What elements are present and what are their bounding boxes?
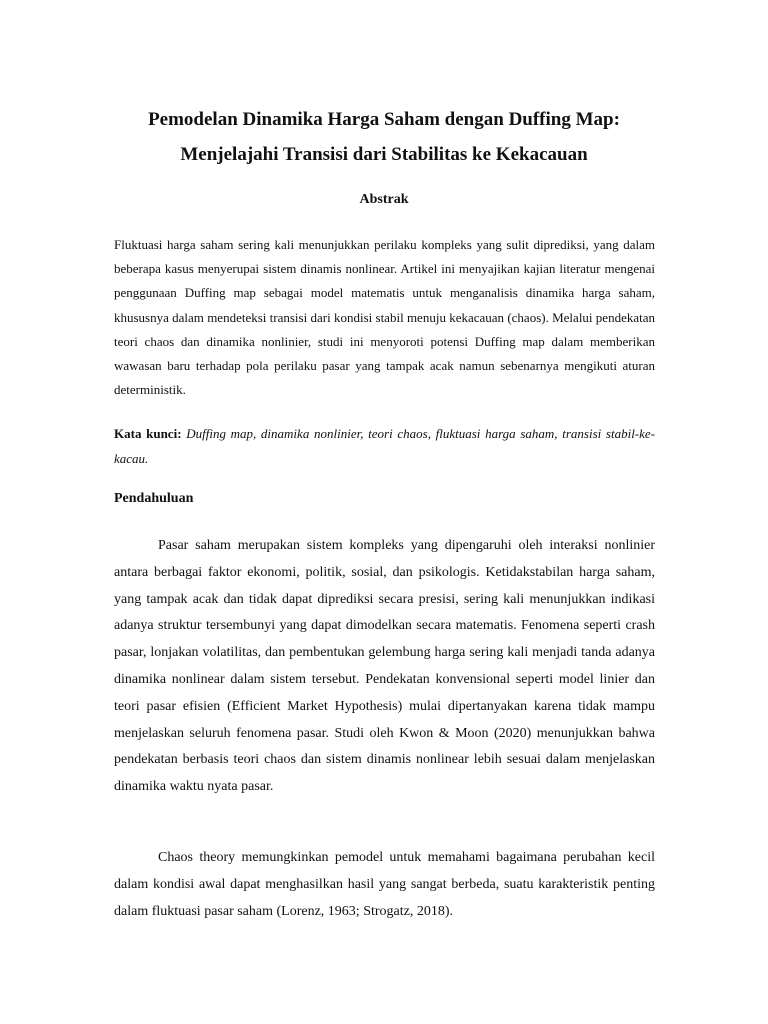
abstract-heading: Abstrak — [359, 192, 409, 207]
body-paragraph-1: Pasar saham merupakan sistem kompleks yang dipengaruhi oleh interaksi nonlinier antara berbagai faktor ekonomi, politik, sosial, dan psikologis. Ketidakstabilan harga saham, yang tampak acak dan tidak dapat diprediksi secara presisi, sering kali menunjukkan indikasi adanya struktur tersembunyi yang dapat dimodelkan secara matematis. Fenomena seperti crash pasar, lonjakan volatilitas, dan pembentukan gelembung harga sering kali menjadi tanda adanya dinamika nonlinear dalam sistem tersebut. Pendekatan konvensional seperti model linier dan teori pasar efisien (Efficient Market Hypothesis) mulai dipertanyakan karena tidak mampu menjelaskan seluruh fenomena pasar. Studi oleh Kwon & Moon (2020) menunjukkan bahwa pendekatan berbasis teori chaos dan sistem dinamis nonlinear lebih sesuai dalam menjelaskan dinamika waktu nyata pasar. — [114, 538, 655, 795]
paper-title-line-1: Pemodelan Dinamika Harga Saham dengan Duffing Map: — [148, 109, 620, 130]
abstract-text: Fluktuasi harga saham sering kali menunjukkan perilaku kompleks yang sulit diprediksi, yang dalam beberapa kasus menyerupai sistem dinamis nonlinear. Artikel ini menyajikan kajian literatur mengenai penggunaan Duffing map sebagai model matematis untuk menganalisis dinamika harga saham, khususnya dalam mendeteksi transisi dari kondisi stabil menuju kekacauan (chaos). Melalui pendekatan teori chaos dan dinamika nonlinier, studi ini menyoroti potensi Duffing map dalam memberikan wawasan baru terhadap pola perilaku pasar yang tampak acak namun sebenarnya mengikuti aturan deterministik. — [114, 237, 655, 398]
keywords-list: Duffing map, dinamika nonlinier, teori chaos, fluktuasi harga saham, transisi stabil-ke-kacau. — [114, 426, 656, 466]
keywords — [114, 421, 655, 471]
section-heading-introduction: Pendahuluan — [114, 491, 194, 506]
keywords-label: Kata kunci: — [114, 426, 182, 441]
body-paragraph-2: Chaos theory memungkinkan pemodel untuk memahami bagaimana perubahan kecil dalam kondisi awal dapat menghasilkan hasil yang sangat berbeda, suatu karakteristik penting dalam fluktuasi pasar saham (Lorenz, 1963; Strogatz, 2018). — [114, 850, 655, 919]
paper-title-line-2: Menjelajahi Transisi dari Stabilitas ke Kekacauan — [180, 144, 588, 165]
